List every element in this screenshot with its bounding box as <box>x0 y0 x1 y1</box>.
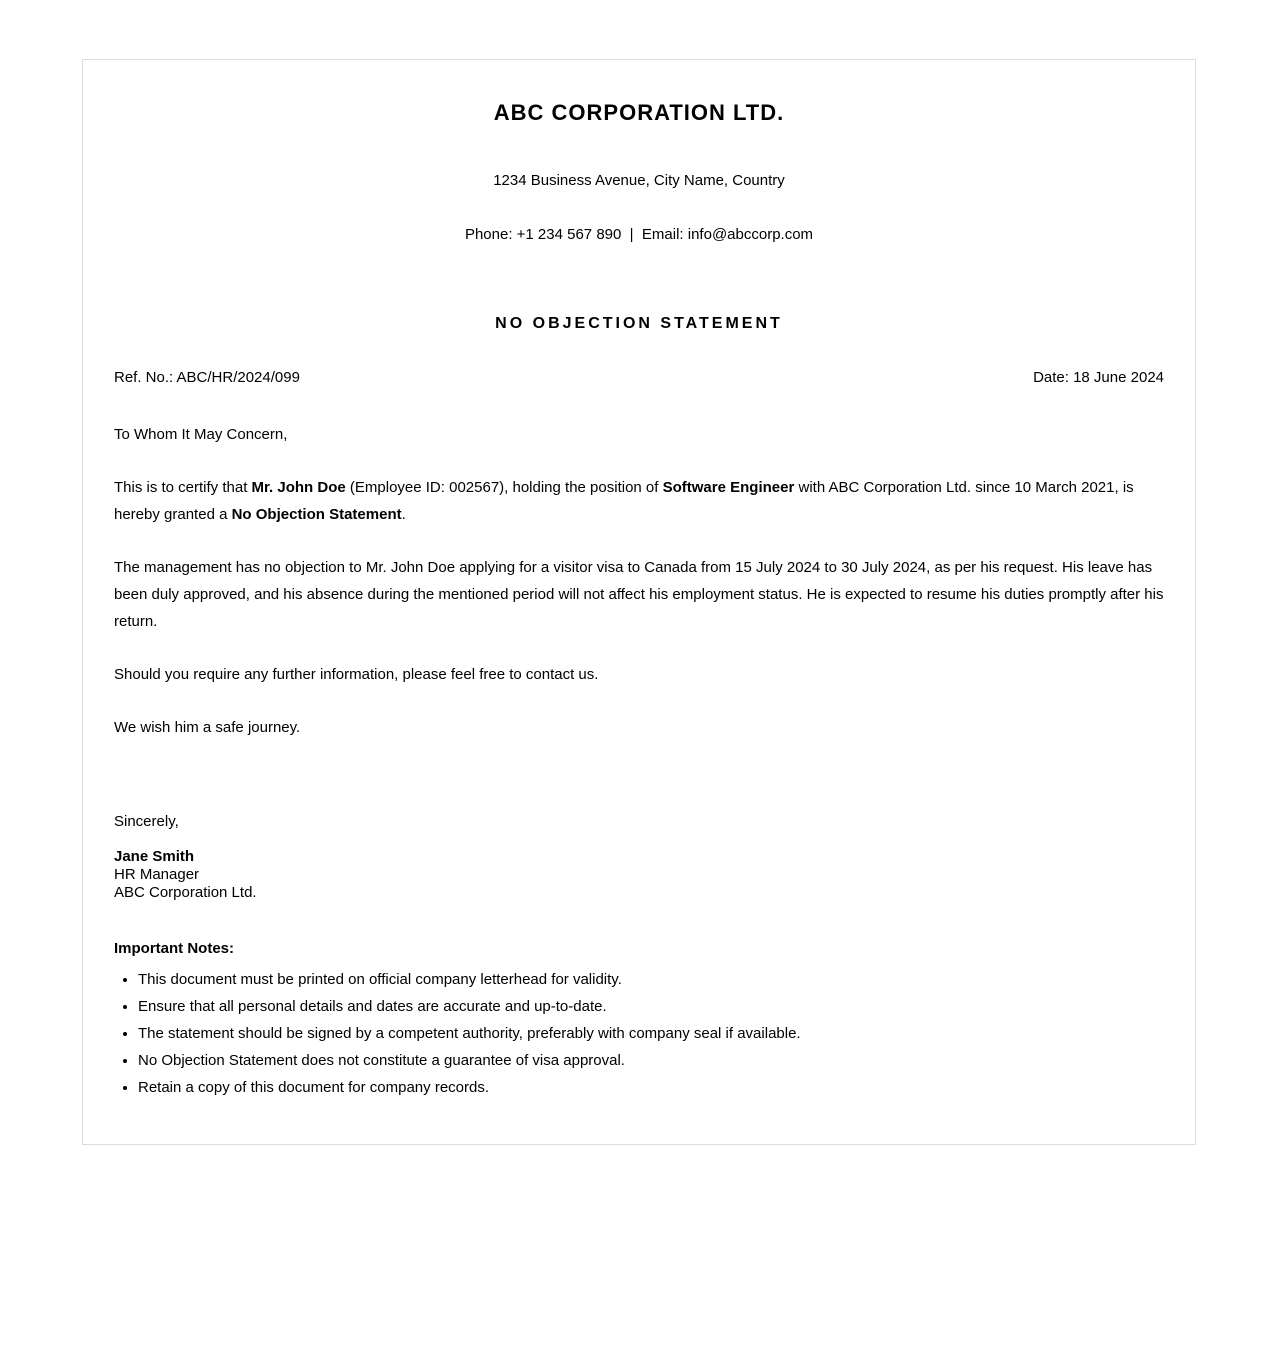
certify-segment: with ABC Corporation Ltd. since 10 March 2021, is hereby granted a <box>114 479 1134 523</box>
note-item: • Retain a copy of this document for company records. <box>138 1074 1164 1101</box>
reference-number: Ref. No.: ABC/HR/2024/099 <box>114 369 300 386</box>
meta-row <box>114 369 1164 387</box>
wish-paragraph: We wish him a safe journey. <box>114 719 301 736</box>
letter-card <box>82 59 1196 1145</box>
closing-line: Sincerely, <box>114 813 179 830</box>
note-item: • Ensure that all personal details and dates are accurate and up-to-date. <box>138 993 1164 1020</box>
salutation: To Whom It May Concern, <box>114 426 288 443</box>
company-name: ABC CORPORATION LTD. <box>493 100 785 125</box>
job-title: Software Engineer <box>662 479 795 496</box>
important-notes-list <box>114 966 1164 1101</box>
certify-segment: This is to certify that <box>114 479 252 496</box>
certify-segment: . <box>401 506 406 523</box>
certify-segment: (Employee ID: 002567), holding the position of <box>345 479 663 496</box>
contact-paragraph: Should you require any further information, please feel free to contact us. <box>114 666 599 683</box>
note-item: • The statement should be signed by a competent authority, preferably with company seal if available. <box>138 1020 1164 1047</box>
employee-name: Mr. John Doe <box>251 479 346 496</box>
document-title: NO OBJECTION STATEMENT <box>495 315 783 332</box>
letter-date: Date: 18 June 2024 <box>1033 369 1164 386</box>
signature-block <box>114 847 1164 902</box>
signatory-name: Jane Smith <box>114 848 195 865</box>
signatory-role: HR Manager <box>114 866 200 883</box>
company-address-line: 1234 Business Avenue, City Name, Country <box>493 172 785 189</box>
note-item: • This document must be printed on official company letterhead for validity. <box>138 966 1164 993</box>
management-paragraph: The management has no objection to Mr. John Doe applying for a visitor visa to Canada from 15 July 2024 to 30 July 2024, as per his request. His leave has been duly approved, and his absence during the mentioned period will not affect his employment status. He is expected to resume his duties promptly after his return. <box>114 559 1164 630</box>
company-contact-line: Phone: +1 234 567 890 | Email: info@abccorp.com <box>464 226 814 243</box>
statement-name: No Objection Statement <box>231 506 402 523</box>
note-item: • No Objection Statement does not constitute a guarantee of visa approval. <box>138 1047 1164 1074</box>
signatory-company: ABC Corporation Ltd. <box>114 884 257 901</box>
company-address-block <box>114 136 1164 280</box>
certify-paragraph <box>114 474 1164 528</box>
important-notes-heading: Important Notes: <box>114 940 234 957</box>
